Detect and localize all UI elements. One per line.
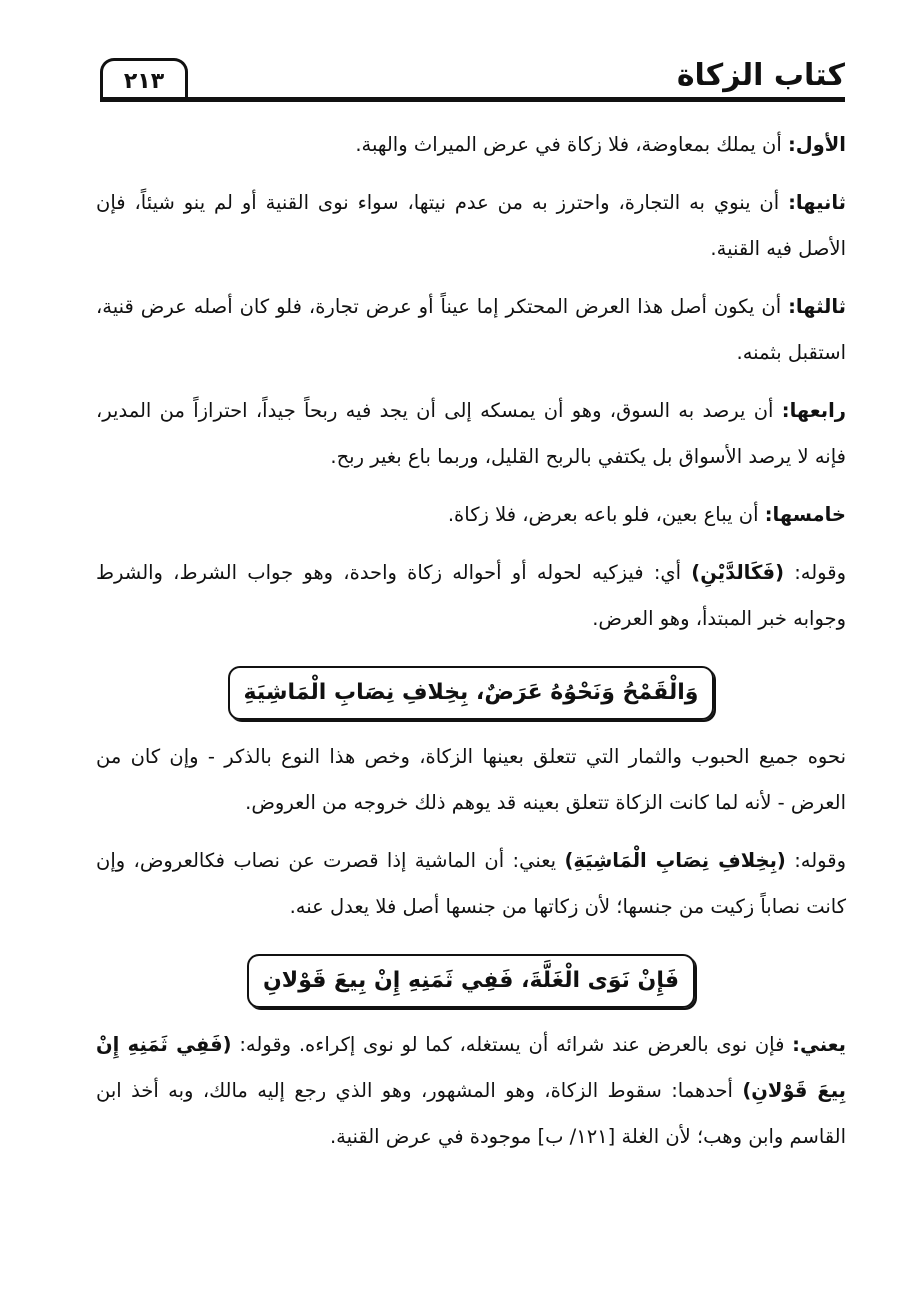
paragraph-lead: ثالثها: (788, 295, 846, 318)
paragraph-lead: الأول: (787, 133, 846, 156)
matn-box-ghalla: فَإِنْ نَوَى الْغَلَّةَ، فَفِي ثَمَنِهِ إِنْ بِيعَ قَوْلانِ (247, 954, 695, 1008)
paragraph-text: وقوله: (785, 849, 846, 872)
running-header-title: كتاب الزكاة (676, 58, 845, 93)
paragraph-text: يعني: أن الماشية إذا قصرت عن نصاب فكالعروض، وإن كانت نصاباً زكيت من جنسها؛ لأن زكاتها من جنسها أصل فلا يعدل عنه. (96, 849, 846, 918)
paragraph-kaldayn (96, 550, 846, 642)
matn-quote: (فَفِي ثَمَنِهِ إِنْ بِيعَ قَوْلانِ) (96, 1033, 846, 1102)
paragraph-lead: رابعها: (781, 399, 846, 422)
paragraph-fourth-condition (96, 388, 846, 480)
paragraph-lead: خامسها: (764, 503, 846, 526)
paragraph-text: أن يملك بمعاوضة، فلا زكاة في عرض الميراث والهبة. (355, 133, 788, 156)
paragraph-text: أي: فيزكيه لحوله أو أحواله زكاة واحدة، وهو جواب الشرط، والشرط وجوابه خبر المبتدأ، وهو العرض. (96, 561, 846, 630)
paragraph-first-condition (96, 122, 846, 168)
matn-box-wrapper (96, 942, 846, 1022)
paragraph-text: أن يباع بعين، فلو باعه بعرض، فلا زكاة. (447, 503, 765, 526)
matn-box-wrapper (96, 654, 846, 734)
main-text (96, 122, 846, 1172)
matn-box-qamh: وَالْقَمْحُ وَنَحْوُهُ عَرَضٌ، بِخِلافِ نِصَابِ الْمَاشِيَةِ (228, 666, 715, 720)
paragraph-text: فإن نوى بالعرض عند شرائه أن يستغله، كما لو نوى إكراءه. وقوله: (231, 1033, 793, 1056)
paragraph-text: أن يرصد به السوق، وهو أن يمسكه إلى أن يجد فيه ربحاً جيداً، احترازاً من المدير، فإنه لا يرصد الأسواق بل يكتفي بالربح القليل، وربما باع بغير ربح. (96, 399, 846, 468)
matn-quote: (فَكَالدَّيْنِ) (691, 561, 784, 584)
paragraph-text: أحدهما: سقوط الزكاة، وهو المشهور، وهو الذي رجع إليه مالك، وبه أخذ ابن القاسم وابن وهب؛ لأن الغلة [١٢١/ ب] موجودة في عرض القنية. (96, 1079, 846, 1148)
paragraph-third-condition (96, 284, 846, 376)
paragraph-second-condition (96, 180, 846, 272)
paragraph-lead: يعني: (792, 1033, 846, 1056)
matn-quote: (بِخِلافِ نِصَابِ الْمَاشِيَةِ) (564, 849, 786, 872)
paragraph-text: وقوله: (784, 561, 846, 584)
paragraph-fifth-condition (96, 492, 846, 538)
header-rule (100, 97, 845, 102)
paragraph-text: أن ينوي به التجارة، واحترز به من عدم نيتها، سواء نوى القنية أو لم ينو شيئاً، فإن الأصل فيه القنية. (96, 191, 846, 260)
paragraph-text: أن يكون أصل هذا العرض المحتكر إما عيناً أو عرض تجارة، فلو كان أصله عرض قنية، استقبل بثمنه. (96, 295, 846, 364)
paragraph-ghalla (96, 1022, 846, 1160)
paragraph-qamh: نحوه جميع الحبوب والثمار التي تتعلق بعينها الزكاة، وخص هذا النوع بالذكر - وإن كان من العرض - لأنه لما كانت الزكاة تتعلق بعينه قد يوهم ذلك خروجه من العروض. (96, 745, 846, 814)
page-number: ٢١٣ (100, 58, 188, 101)
paragraph-lead: ثانيها: (788, 191, 846, 214)
paragraph-mashiya (96, 838, 846, 930)
